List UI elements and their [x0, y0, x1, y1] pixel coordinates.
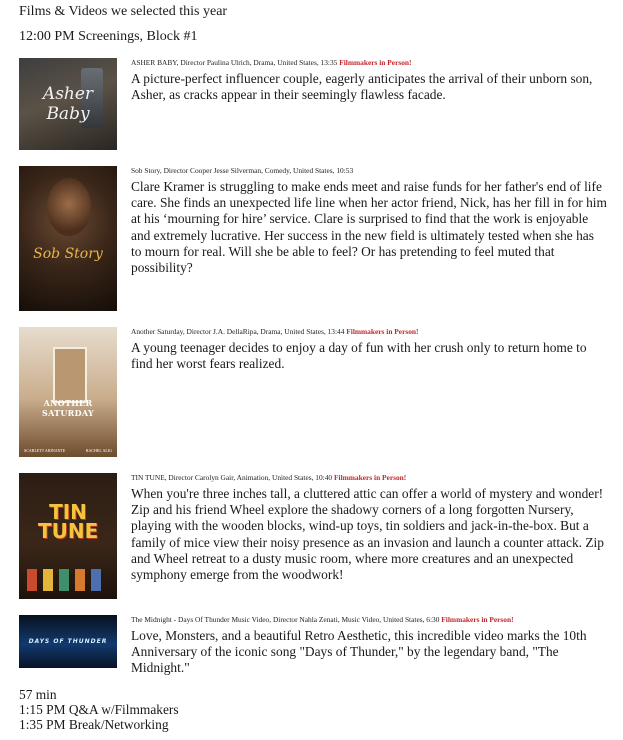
film-meta [131, 58, 611, 68]
poster-credit: RACHEL ALIG [85, 448, 112, 453]
film-description: Clare Kramer is struggling to make ends meet and raise funds for her father's end of life care. She finds an unexpected life line when her actor friend, Nick, has her fill in for him at his ‘mourning for hire’ service. Clare is surprised to find that the work is enjoyable and extremely lucrative. Her success in the new field is ultimately tested when she has to mourn for real. Will she be able to feel? Or has pretending to feel muted that possibility? [131, 179, 607, 276]
film-description: Love, Monsters, and a beautiful Retro Aesthetic, this incredible video marks the 10th Anniversary of the iconic song "Days of Thunder," by the legendary band, "The Midnight." [131, 628, 587, 676]
toy-shape [27, 569, 37, 591]
toy-shape [91, 569, 101, 591]
film-description: A picture-perfect influencer couple, eagerly anticipates the arrival of their unborn son, Asher, as cracks appear in their seemingly flawless facade. [131, 71, 593, 103]
filmmakers-badge: Filmmakers in Person! [334, 473, 407, 482]
filmmakers-badge: Filmmakers in Person! [441, 615, 514, 624]
toy-shape [59, 569, 69, 591]
film-meta-text: Another Saturday, Director J.A. DellaRipa, Drama, United States, 13:44 [131, 327, 345, 336]
block-runtime: 57 min [19, 687, 57, 702]
poster-title: ANOTHER SATURDAY [42, 398, 94, 418]
block-title: 12:00 PM Screenings, Block #1 [19, 29, 198, 44]
poster-another-saturday[interactable] [19, 327, 117, 457]
qa-time: 1:15 PM Q&A w/Filmmakers [19, 702, 179, 717]
film-description: A young teenager decides to enjoy a day of fun with her crush only to return home to find her worst fears realized. [131, 340, 587, 372]
poster-credit: SCARLETT ABINANTE [24, 448, 66, 453]
film-meta-text: Sob Story, Director Cooper Jesse Silverman, Comedy, United States, 10:53 [131, 166, 354, 175]
toy-shape [43, 569, 53, 591]
film-meta [131, 166, 611, 176]
face-shape [47, 178, 91, 236]
poster-days-of-thunder[interactable] [19, 615, 117, 668]
poster-tin-tune[interactable] [19, 473, 117, 599]
film-meta [131, 615, 611, 625]
page-heading: Films & Videos we selected this year [19, 4, 228, 19]
break-time: 1:35 PM Break/Networking [19, 717, 169, 732]
film-description: When you're three inches tall, a cluttered attic can offer a world of mystery and wonder! Zip and his friend Wheel explore the shadowy corners of a long forgotten Nursery, playing with the wooden blocks, wind-up toys, tin soldiers and jack-in-the-box. But a family of mice view their noisy presence as an invasion and launch a counter attack. Zip and Wheel retreat to a dusty music room, where more creatures and an unexpected symphony emerge from the woodwork! [131, 486, 604, 583]
poster-asher-baby[interactable] [19, 58, 117, 150]
poster-title: Asher Baby [42, 84, 94, 124]
film-meta [131, 473, 611, 483]
filmmakers-badge: Filmmakers in Person! [339, 58, 412, 67]
film-meta-text: ASHER BABY, Director Paulina Ulrich, Drama, United States, 13:35 [131, 58, 338, 67]
poster-title: TIN TUNE [38, 500, 99, 543]
filmmakers-badge: Filmmakers in Person! [346, 327, 419, 336]
poster-title: DAYS OF THUNDER [28, 638, 108, 645]
film-meta-text: The Midnight - Days Of Thunder Music Video, Director Nahla Zenati, Music Video, United States, 6:30 [131, 615, 440, 624]
doorway-shape [53, 347, 87, 403]
poster-sob-story[interactable] [19, 166, 117, 311]
poster-credits [19, 448, 117, 453]
toy-shape [75, 569, 85, 591]
film-meta [131, 327, 611, 337]
film-meta-text: TIN TUNE, Director Carolyn Gair, Animation, United States, 10:40 [131, 473, 333, 482]
poster-title: Sob Story [33, 245, 103, 262]
